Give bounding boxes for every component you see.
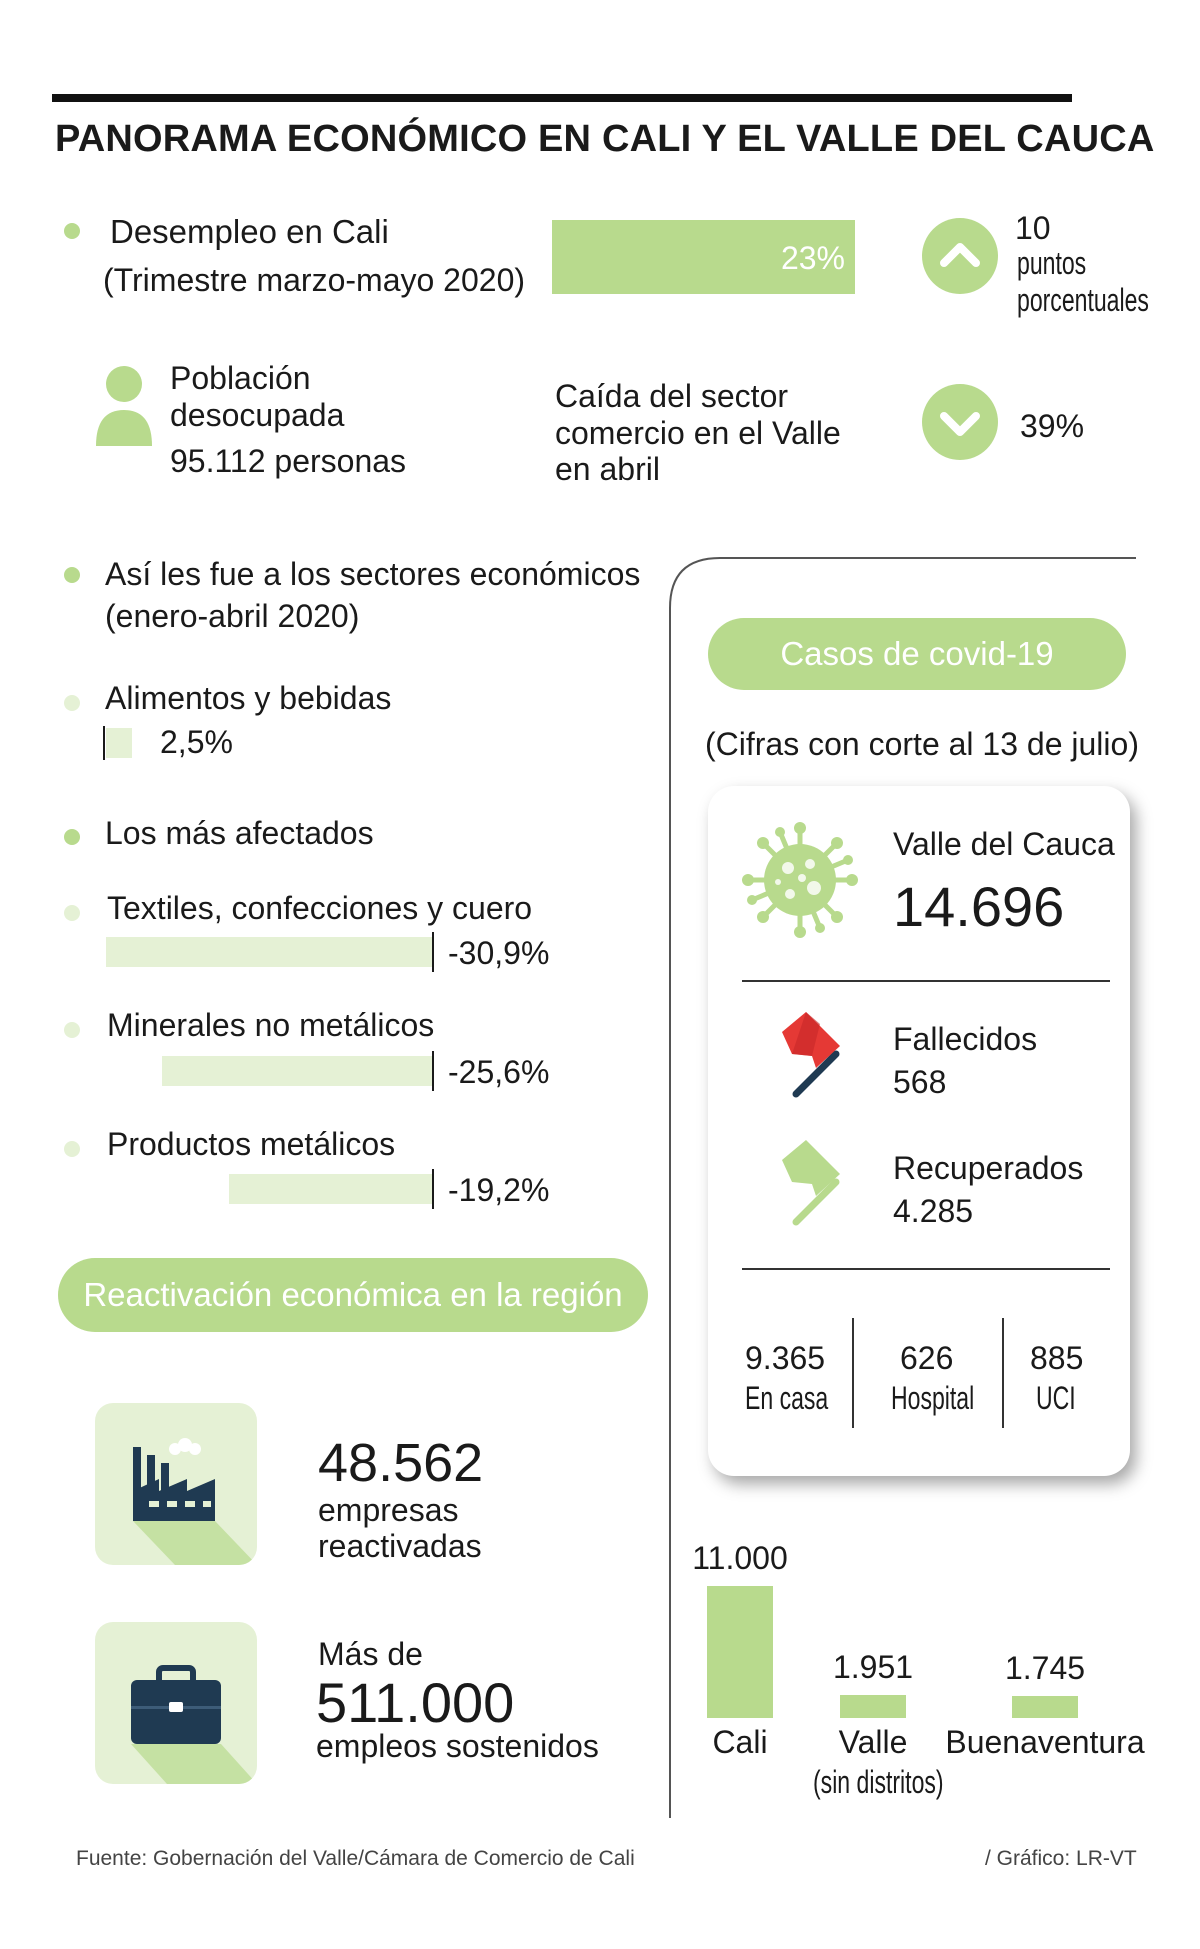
factory-icon bbox=[95, 1403, 257, 1565]
axis-tick bbox=[103, 726, 105, 760]
bullet-icon bbox=[64, 223, 80, 239]
bullet-icon bbox=[64, 567, 80, 583]
bar-category-label: Buenaventura bbox=[945, 1724, 1145, 1760]
sector-positive-value: 2,5% bbox=[160, 724, 233, 760]
unemployment-value: 23% bbox=[780, 240, 845, 276]
bar-value-label: 1.951 bbox=[832, 1648, 914, 1685]
credit-note: / Gráfico: LR-VT bbox=[985, 1847, 1137, 1870]
sector-value: -30,9% bbox=[448, 935, 550, 971]
sector-positive-bar bbox=[106, 728, 132, 758]
bar-value-label: 11.000 bbox=[692, 1540, 788, 1576]
deaths-label: Fallecidos bbox=[893, 1021, 1038, 1057]
commerce-line-3: en abril bbox=[555, 451, 660, 487]
reactivation-heading: Reactivación económica en la región bbox=[58, 1258, 648, 1332]
unemployment-label: Desempleo en Cali bbox=[110, 213, 389, 250]
sectors-heading: Así les fue a los sectores económicos bbox=[105, 556, 641, 592]
commerce-line-2: comercio en el Valle bbox=[555, 415, 841, 451]
recovered-label: Recuperados bbox=[893, 1150, 1084, 1186]
breakdown-label: Hospital bbox=[891, 1380, 975, 1416]
sector-bar bbox=[229, 1174, 432, 1204]
companies-value: 48.562 bbox=[318, 1433, 484, 1493]
breakdown-value: 9.365 bbox=[745, 1340, 826, 1376]
arrow-up-icon bbox=[922, 218, 998, 294]
bar-category-note: (sin distritos) bbox=[813, 1764, 944, 1800]
axis-tick bbox=[432, 1051, 434, 1091]
green-flag-icon bbox=[772, 1138, 852, 1233]
virus-icon bbox=[742, 822, 858, 943]
breakdown-value: 885 bbox=[1030, 1340, 1084, 1376]
breakdown-value: 626 bbox=[900, 1340, 954, 1376]
axis-tick bbox=[432, 1169, 434, 1209]
unemployed-label-2: desocupada bbox=[170, 397, 345, 433]
unemployment-change-value: 10 bbox=[1015, 210, 1051, 246]
divider bbox=[1002, 1318, 1004, 1428]
sector-positive-name: Alimentos y bebidas bbox=[105, 680, 392, 716]
person-icon bbox=[94, 364, 154, 455]
axis-tick bbox=[432, 932, 434, 972]
breakdown-label: UCI bbox=[1036, 1380, 1076, 1416]
bar-category-label: Cali bbox=[712, 1724, 768, 1760]
divider bbox=[852, 1318, 854, 1428]
companies-label-2: reactivadas bbox=[318, 1528, 482, 1564]
briefcase-icon bbox=[95, 1622, 257, 1784]
source-note: Fuente: Gobernación del Valle/Cámara de Comercio de Cali bbox=[76, 1847, 635, 1870]
recovered-value: 4.285 bbox=[893, 1193, 974, 1229]
sector-name: Textiles, confecciones y cuero bbox=[107, 890, 533, 926]
companies-label-1: empresas bbox=[318, 1492, 459, 1528]
bullet-icon bbox=[64, 1022, 80, 1038]
bullet-icon bbox=[64, 1141, 80, 1157]
deaths-value: 568 bbox=[893, 1064, 947, 1100]
sector-value: -25,6% bbox=[448, 1054, 550, 1090]
bar-category-label: Valle bbox=[838, 1724, 908, 1760]
commerce-line-1: Caída del sector bbox=[555, 378, 789, 414]
bullet-icon bbox=[64, 829, 80, 845]
sector-bar bbox=[106, 937, 432, 967]
unemployment-change-unit-2: porcentuales bbox=[1017, 282, 1149, 318]
page-title: PANORAMA ECONÓMICO EN CALI Y EL VALLE DEL CAUCA bbox=[55, 118, 1155, 160]
unemployment-period: (Trimestre marzo-mayo 2020) bbox=[103, 262, 526, 298]
bar-cali bbox=[707, 1586, 773, 1718]
bullet-icon bbox=[64, 905, 80, 921]
covid-region: Valle del Cauca bbox=[893, 826, 1115, 862]
bullet-icon bbox=[64, 695, 80, 711]
bar-valle bbox=[840, 1695, 906, 1718]
arrow-down-icon bbox=[922, 384, 998, 460]
bar-buenaventura bbox=[1012, 1696, 1078, 1718]
most-affected-heading: Los más afectados bbox=[105, 815, 374, 851]
jobs-value: 511.000 bbox=[316, 1671, 515, 1734]
top-rule bbox=[52, 94, 1072, 102]
sector-bar bbox=[162, 1056, 432, 1086]
commerce-value: 39% bbox=[1020, 408, 1085, 444]
bar-value-label: 1.745 bbox=[1004, 1650, 1086, 1686]
unemployment-change-unit-1: puntos bbox=[1017, 245, 1087, 281]
sectors-period: (enero-abril 2020) bbox=[105, 598, 360, 634]
breakdown-label: En casa bbox=[745, 1380, 829, 1416]
sector-name: Minerales no metálicos bbox=[107, 1007, 435, 1043]
red-flag-icon bbox=[772, 1010, 852, 1105]
sector-name: Productos metálicos bbox=[107, 1126, 396, 1162]
jobs-label: empleos sostenidos bbox=[316, 1728, 599, 1764]
unemployed-value: 95.112 personas bbox=[170, 443, 407, 479]
divider bbox=[742, 1268, 1110, 1270]
covid-heading: Casos de covid-19 bbox=[708, 618, 1126, 690]
covid-cutoff: (Cifras con corte al 13 de julio) bbox=[705, 726, 1139, 762]
divider bbox=[742, 980, 1110, 982]
cases-bar-chart bbox=[690, 1500, 1160, 1830]
jobs-prefix: Más de bbox=[318, 1636, 423, 1672]
sector-value: -19,2% bbox=[448, 1172, 550, 1208]
covid-total: 14.696 bbox=[893, 875, 1065, 938]
unemployed-label-1: Población bbox=[170, 360, 311, 396]
